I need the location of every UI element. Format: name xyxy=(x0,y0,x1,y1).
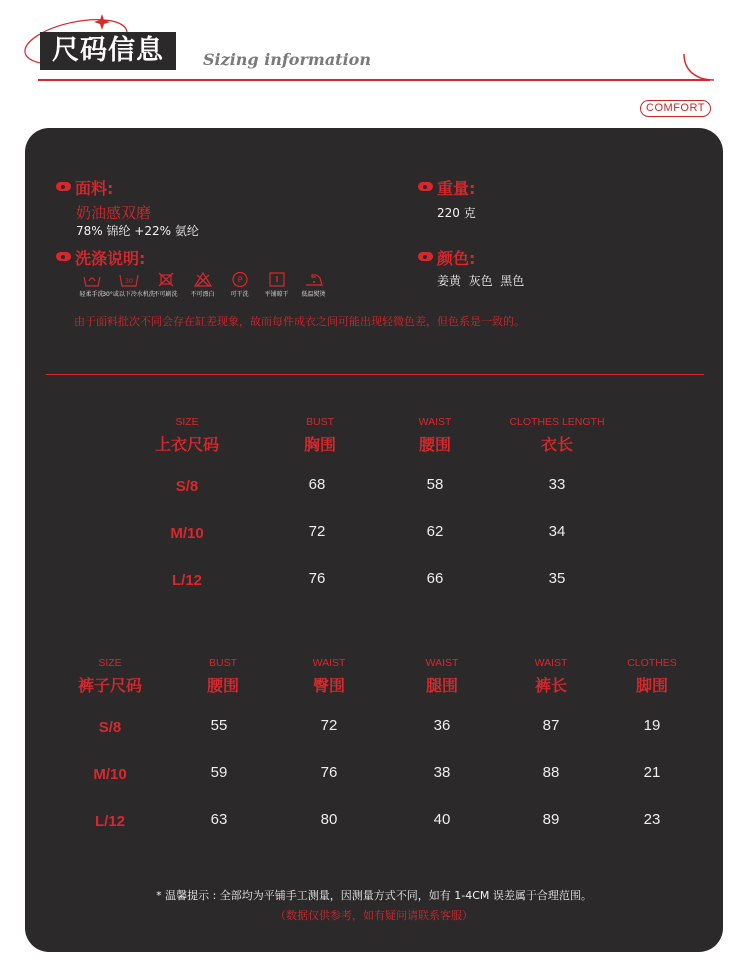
table-cell: 58 xyxy=(426,476,444,493)
bullet-icon xyxy=(56,182,71,191)
care-label-text: 平铺晾干 xyxy=(264,291,289,298)
flat-dry-icon xyxy=(267,271,287,288)
care-label-text: 低温熨烫 xyxy=(301,291,326,298)
contact-note: （数据仅供参考，如有疑问请联系客服） xyxy=(275,909,473,922)
care-item xyxy=(295,271,332,298)
size-info-card xyxy=(25,128,723,952)
weight-label: 重量: xyxy=(437,179,476,198)
column-header-zh: 裤长 xyxy=(534,676,568,695)
column-header-zh: 臀围 xyxy=(312,676,346,695)
table-cell: 33 xyxy=(548,476,566,493)
color-disclaimer: 由于面料批次不同会存在缸差现象，故而每件成衣之间可能出现轻微色差，但色系是一致的。 xyxy=(74,315,525,328)
measurement-note: * 温馨提示 : 全部均为平铺手工测量，因测量方式不同，如有 1-4CM 误差属于合理范围。 xyxy=(156,889,592,902)
care-icons-row xyxy=(73,271,332,298)
column-header-zh: 腰围 xyxy=(418,435,452,454)
care-item xyxy=(102,271,155,298)
column-header-en: CLOTHES LENGTH xyxy=(509,416,605,428)
table-cell: 63 xyxy=(210,811,228,828)
table-cell: 88 xyxy=(542,764,560,781)
column-header-zh: 腰围 xyxy=(206,676,240,695)
column-header-en: WAIST xyxy=(425,657,459,669)
size-cell: L/12 xyxy=(94,813,126,830)
table-cell: 89 xyxy=(542,811,560,828)
care-label-text: 30°或以下冷水机洗 xyxy=(102,291,155,298)
care-item xyxy=(147,271,184,298)
comfort-badge: COMFORT xyxy=(640,100,711,117)
bullet-icon xyxy=(56,252,71,261)
page-subtitle: Sizing information xyxy=(203,50,371,69)
color-values: 姜黄 灰色 黑色 xyxy=(437,274,525,288)
column-header-en: BUST xyxy=(208,657,238,669)
fabric-label: 面料: xyxy=(75,179,114,198)
column-header-zh: 脚围 xyxy=(635,676,669,695)
no-bleach-icon xyxy=(193,271,213,288)
table-cell: 40 xyxy=(433,811,451,828)
care-label-text: 轻柔手洗 xyxy=(79,291,104,298)
column-header-zh: 衣长 xyxy=(540,435,574,454)
hand-wash-icon xyxy=(82,271,102,288)
low-iron-icon xyxy=(304,271,324,288)
table-cell: 23 xyxy=(643,811,661,828)
table-cell: 21 xyxy=(643,764,661,781)
care-label-text: 不可漂白 xyxy=(190,291,215,298)
column-header-zh: 裤子尺码 xyxy=(77,676,143,695)
size-cell: L/12 xyxy=(171,572,203,589)
section-divider xyxy=(46,374,704,375)
page-title: 尺码信息 xyxy=(40,32,176,70)
column-header-en: CLOTHES xyxy=(627,657,677,669)
color-label: 颜色: xyxy=(437,249,476,268)
column-header-en: SIZE xyxy=(175,416,199,428)
column-header-en: BUST xyxy=(305,416,335,428)
table-cell: 87 xyxy=(542,717,560,734)
wash-30-icon xyxy=(119,271,139,288)
svg-text:P: P xyxy=(237,275,242,285)
header-underline xyxy=(38,79,710,81)
care-item xyxy=(221,271,258,298)
table-cell: 19 xyxy=(643,717,661,734)
table-cell: 36 xyxy=(433,717,451,734)
weight-value: 220 克 xyxy=(437,206,476,220)
size-cell: M/10 xyxy=(93,766,127,783)
column-header-zh: 胸围 xyxy=(303,435,337,454)
column-header-zh: 上衣尺码 xyxy=(154,435,220,454)
table-cell: 76 xyxy=(320,764,338,781)
table-cell: 59 xyxy=(210,764,228,781)
size-cell: S/8 xyxy=(175,478,199,495)
care-item xyxy=(184,271,221,298)
no-brush-icon xyxy=(156,271,176,288)
table-cell: 66 xyxy=(426,570,444,587)
table-cell: 72 xyxy=(308,523,326,540)
bullet-icon xyxy=(418,252,433,261)
fabric-composition: 78% 锦纶 +22% 氨纶 xyxy=(76,224,199,238)
column-header-en: WAIST xyxy=(534,657,568,669)
table-cell: 72 xyxy=(320,717,338,734)
table-cell: 76 xyxy=(308,570,326,587)
size-cell: M/10 xyxy=(170,525,204,542)
table-cell: 38 xyxy=(433,764,451,781)
table-cell: 55 xyxy=(210,717,228,734)
care-label-text: 不可刷洗 xyxy=(153,291,178,298)
bullet-icon xyxy=(418,182,433,191)
care-label-text: 可干洗 xyxy=(230,291,249,298)
svg-text:30: 30 xyxy=(124,278,133,285)
column-header-en: SIZE xyxy=(98,657,122,669)
care-item xyxy=(258,271,295,298)
table-cell: 34 xyxy=(548,523,566,540)
table-cell: 68 xyxy=(308,476,326,493)
table-cell: 80 xyxy=(320,811,338,828)
column-header-en: WAIST xyxy=(312,657,346,669)
table-cell: 35 xyxy=(548,570,566,587)
dry-clean-p-icon xyxy=(230,271,250,288)
fabric-name: 奶油感双磨 xyxy=(76,204,152,222)
column-header-en: WAIST xyxy=(418,416,452,428)
size-cell: S/8 xyxy=(98,719,122,736)
care-label: 洗涤说明: xyxy=(75,249,146,268)
column-header-zh: 腿围 xyxy=(425,676,459,695)
table-cell: 62 xyxy=(426,523,444,540)
